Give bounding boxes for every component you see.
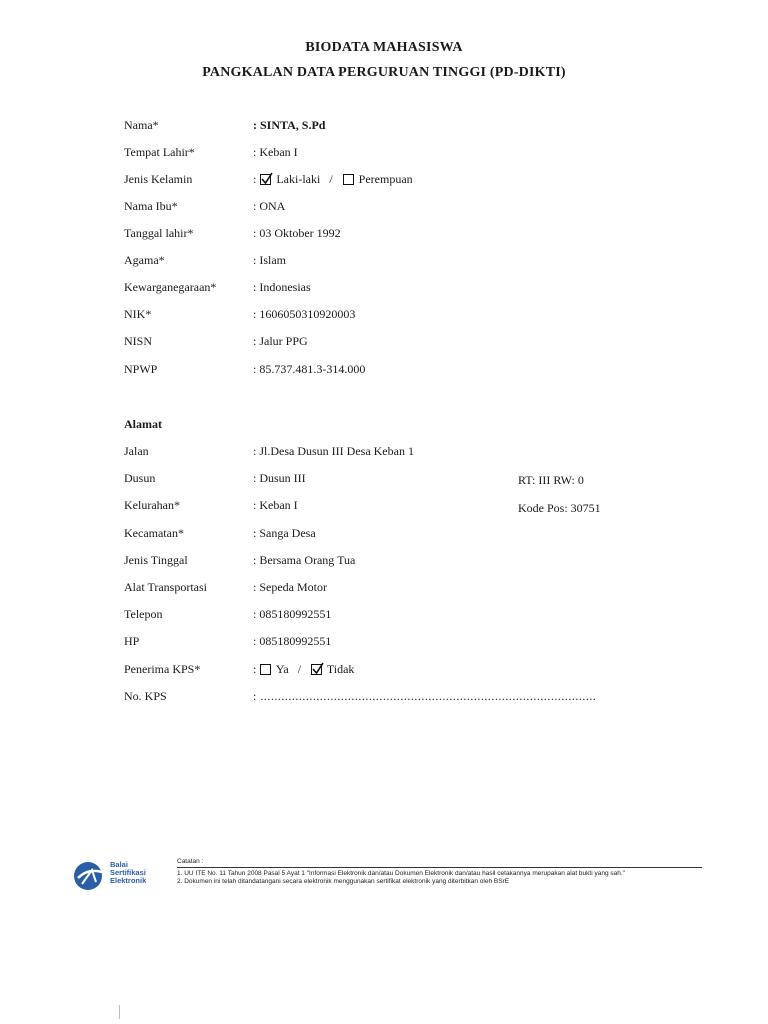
value-kewarganegaraan: : Indonesias	[253, 280, 311, 294]
label-nama-ibu: Nama Ibu*	[124, 199, 178, 213]
value-nama: : SINTA, S.Pd	[253, 118, 326, 132]
option-laki-laki: Laki-laki	[276, 172, 321, 186]
label-jenis-kelamin: Jenis Kelamin	[124, 172, 193, 186]
value-nisn: : Jalur PPG	[253, 334, 308, 348]
row-tanggal-lahir	[124, 226, 684, 244]
value-tanggal-lahir: : 03 Oktober 1992	[253, 226, 341, 240]
notes-heading: Catatan :	[177, 858, 204, 865]
row-no-kps	[124, 689, 684, 707]
option-tidak: Tidak	[326, 662, 355, 676]
row-nik	[124, 307, 684, 325]
scan-artifact	[119, 1005, 120, 1019]
label-kelurahan: Kelurahan*	[124, 498, 180, 512]
bsre-emblem-icon	[72, 858, 108, 894]
option-separator: /	[329, 172, 333, 186]
value-nik: : 1606050310920003	[253, 307, 356, 321]
value-hp: : 085180992551	[253, 634, 332, 648]
check-icon	[311, 662, 325, 676]
label-kecamatan: Kecamatan*	[124, 526, 184, 540]
row-telepon	[124, 607, 684, 625]
value-agama: : Islam	[253, 253, 286, 267]
checkbox-laki-laki[interactable]	[260, 174, 271, 185]
bsre-logo	[72, 858, 162, 894]
checkbox-ya[interactable]	[260, 664, 271, 675]
row-nama	[124, 118, 684, 136]
value-kelurahan: : Keban I	[253, 498, 298, 512]
checkbox-tidak[interactable]	[311, 664, 322, 675]
row-jenis-kelamin	[124, 172, 684, 190]
row-kecamatan	[124, 526, 684, 544]
row-tempat-lahir	[124, 145, 684, 163]
label-agama: Agama*	[124, 253, 165, 267]
label-jenis-tinggal: Jenis Tinggal	[124, 553, 188, 567]
row-dusun	[124, 471, 684, 489]
label-telepon: Telepon	[124, 607, 163, 621]
value-jenis-kelamin	[253, 172, 413, 187]
label-nisn: NISN	[124, 334, 153, 348]
label-nama: Nama*	[124, 118, 159, 132]
row-nisn	[124, 334, 684, 352]
label-nik: NIK*	[124, 307, 152, 321]
value-tempat-lahir: : Keban I	[253, 145, 298, 159]
value-npwp: : 85.737.481.3-314.000	[253, 362, 366, 376]
checkbox-perempuan[interactable]	[343, 174, 354, 185]
row-alat-transportasi	[124, 580, 684, 598]
row-kewarganegaraan	[124, 280, 684, 298]
option-ya: Ya	[275, 662, 289, 676]
row-agama	[124, 253, 684, 271]
row-npwp	[124, 362, 684, 380]
notes-divider	[177, 867, 702, 868]
colon: :	[253, 172, 257, 186]
label-hp: HP	[124, 634, 140, 648]
label-no-kps: No. KPS	[124, 689, 167, 703]
document-subtitle: PANGKALAN DATA PERGURUAN TINGGI (PD-DIKTI)	[202, 65, 566, 80]
note-2: 2. Dokumen ini telah ditandatangani secara elektronik menggunakan sertifikat elektronik yang diterbitkan oleh BSrE	[177, 878, 510, 885]
option-perempuan: Perempuan	[358, 172, 413, 186]
value-penerima-kps	[253, 662, 354, 677]
label-alat-transportasi: Alat Transportasi	[124, 580, 208, 594]
note-1: 1. UU ITE No. 11 Tahun 2008 Pasal 5 Ayat 1 "Informasi Elektronik dan/atau Dokumen Elektronik dan/atau hasil cetakannya merupakan alat bukti yang sah."	[177, 870, 625, 877]
value-rt-rw: RT: III RW: 0	[518, 473, 584, 487]
label-penerima-kps: Penerima KPS*	[124, 662, 201, 676]
label-tanggal-lahir: Tanggal lahir*	[124, 226, 194, 240]
label-jalan: Jalan	[124, 444, 149, 458]
value-dusun: : Dusun III	[253, 471, 306, 485]
label-dusun: Dusun	[124, 471, 156, 485]
option-separator: /	[297, 662, 302, 676]
value-nama-ibu: : ONA	[253, 199, 286, 213]
row-nama-ibu	[124, 199, 684, 217]
check-icon	[260, 172, 274, 186]
colon: :	[253, 662, 257, 676]
value-kecamatan: : Sanga Desa	[253, 526, 316, 540]
row-kelurahan	[124, 498, 684, 516]
value-jenis-tinggal: : Bersama Orang Tua	[253, 553, 356, 567]
row-penerima-kps	[124, 662, 684, 680]
row-hp	[124, 634, 684, 652]
value-kode-pos: Kode Pos: 30751	[518, 501, 601, 515]
value-jalan: : Jl.Desa Dusun III Desa Keban 1	[253, 444, 414, 458]
label-kewarganegaraan: Kewarganegaraan*	[124, 280, 217, 294]
value-telepon: : 085180992551	[253, 607, 332, 621]
value-no-kps: : ................................................................................................	[253, 689, 597, 703]
row-jalan	[124, 444, 684, 462]
document-title: BIODATA MAHASISWA	[305, 40, 463, 55]
label-tempat-lahir: Tempat Lahir*	[124, 145, 195, 159]
row-jenis-tinggal	[124, 553, 684, 571]
label-npwp: NPWP	[124, 362, 158, 376]
value-alat-transportasi: : Sepeda Motor	[253, 580, 327, 594]
bsre-logo-text: Balai Sertifikasi Elektronik	[110, 860, 147, 885]
footer-notes	[177, 858, 707, 886]
section-alamat-title: Alamat	[124, 417, 162, 431]
